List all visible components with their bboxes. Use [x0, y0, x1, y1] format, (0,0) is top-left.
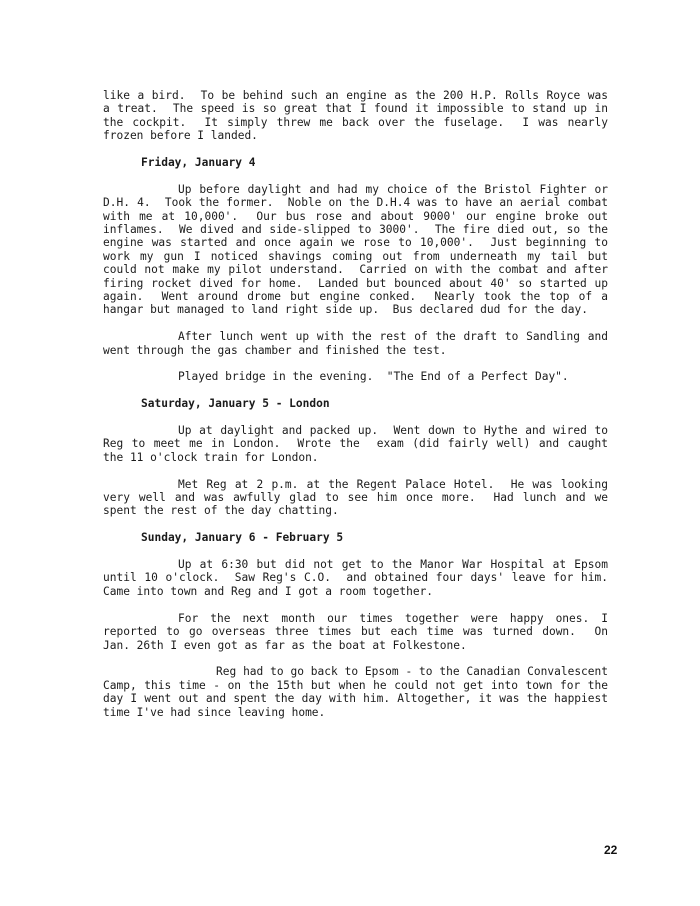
- paragraph-convalescent-camp: Reg had to go back to Epsom - to the Canadian Convalescent Camp, this time - on the 15th but when he could not get into town for the day I went out and spent the day with him. Altogether, it was the happiest time I've had since leaving home.: [103, 665, 615, 719]
- paragraph-epsom: Up at 6:30 but did not get to the Manor War Hospital at Epsom until 10 o'clock. Saw Reg's C.O. and obtained four days' leave for him. Came into town and Reg and I got a room together.: [103, 558, 622, 598]
- heading-sunday-january-6: Sunday, January 6 - February 5: [141, 531, 344, 545]
- document-body: [103, 89, 622, 732]
- paragraph-continuation: like a bird. To be behind such an engine as the 200 H.P. Rolls Royce was a treat. The speed is so great that I found it impossible to stand up in the cockpit. It simply threw me back over the fuselage. I was nearly frozen before I landed.: [103, 89, 615, 143]
- paragraph-regent-palace: Met Reg at 2 p.m. at the Regent Palace Hotel. He was looking very well and was awfully glad to see him once more. Had lunch and we spent the rest of the day chatting.: [103, 477, 615, 518]
- paragraph-gas-chamber: After lunch went up with the rest of the draft to Sandling and went through the gas chamber and finished the test.: [103, 330, 615, 357]
- heading-saturday-january-5: Saturday, January 5 - London: [141, 397, 330, 411]
- paragraph-bridge: Played bridge in the evening. "The End of a Perfect Day".: [178, 370, 569, 384]
- paragraph-next-month: For the next month our times together were happy ones. I reported to go overseas three times but each time was turned down. On Jan. 26th I even got as far as the boat at Folkestone.: [103, 611, 615, 652]
- heading-friday-january-4: Friday, January 4: [141, 156, 256, 170]
- page-number: 22: [604, 843, 618, 857]
- paragraph-hythe: Up at daylight and packed up. Went down to Hythe and wired to Reg to meet me in London. Wrote the exam (did fairly well) and caught the 11 o'clock train for London.: [103, 424, 615, 464]
- paragraph-bristol-fighter: Up before daylight and had my choice of the Bristol Fighter or D.H. 4. Took the former. Noble on the D.H.4 was to have an aerial combat with me at 10,000'. Our bus rose and about 9000' our engine broke out inflames. We dived and side-slipped to 3000'. The fire died out, so the engine was started and once again we rose to 10,000'. Just beginning to work my gun I noticed shavings coming out from underneath my tail but could not make my pilot understand. Carried on with the combat and after firing rocket dived for home. Landed but bounced about 40' so started up again. Went around drome but engine conked. Nearly took the top of a hangar but managed to land right side up. Bus declared dud for the day.: [103, 182, 615, 317]
